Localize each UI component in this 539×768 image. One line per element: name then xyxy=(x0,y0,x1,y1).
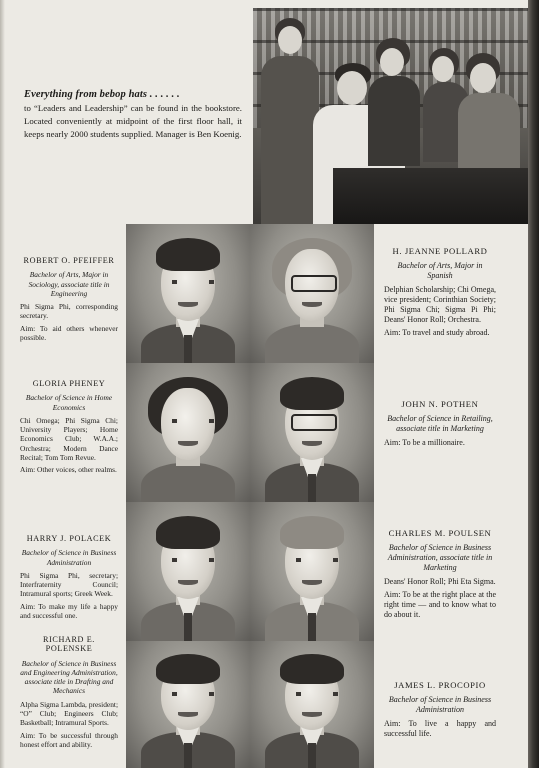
book-spine-edge xyxy=(528,0,539,768)
student-activities: Deans' Honor Roll; Phi Eta Sigma. xyxy=(384,577,496,586)
student-aim: Aim: To be at the right place at the right time — and to know what to do about it. xyxy=(384,590,496,619)
photo-caption-heading: Everything from bebop hats . . . . . . xyxy=(24,89,180,100)
portrait-polacek xyxy=(126,502,250,641)
student-activities: Chi Omega; Phi Sigma Chi; University Players; Home Economics Club; W.A.A.; Orchestra; Modern Dance Recital; Tom Tom Revue. xyxy=(20,415,118,463)
portrait-polenske xyxy=(126,641,250,768)
student-name: RICHARD E. POLENSKE xyxy=(43,635,95,654)
student-degree: Bachelor of Science in Business Administration, associate title in Marketing xyxy=(387,543,493,572)
student-degree: Bachelor of Arts, Major in Sociology, associate title in Engineering xyxy=(28,270,110,298)
student-degree: Bachelor of Science in Business and Engineering Administration, associate title in Drafting and Mechanics xyxy=(20,658,118,696)
student-degree: Bachelor of Arts, Major in Spanish xyxy=(397,261,483,280)
caption-polacek xyxy=(20,534,118,620)
portrait-poulsen xyxy=(250,502,374,641)
student-degree: Bachelor of Science in Retailing, associate title in Marketing xyxy=(387,414,493,433)
student-aim: Aim: To be a millionaire. xyxy=(384,438,465,447)
student-aim: Aim: Other voices, other realms. xyxy=(20,465,117,475)
student-aim: Aim: To travel and study abroad. xyxy=(384,328,490,337)
student-degree: Bachelor of Science in Business Administration xyxy=(21,548,117,567)
portrait-pfeiffer xyxy=(126,224,250,363)
student-aim: Aim: To be successful through honest effort and ability. xyxy=(20,730,118,749)
student-degree: Bachelor of Science in Home Economics xyxy=(25,393,113,412)
caption-pfeiffer xyxy=(20,256,118,342)
student-aim: Aim: To live a happy and successful life. xyxy=(384,719,496,738)
bookstore-counter xyxy=(333,168,528,224)
portrait-pothen xyxy=(250,363,374,502)
student-activities: Delphian Scholarship; Chi Omega, vice president; Corinthian Society; Phi Sigma Chi; Sigma Pi Phi; Deans' Honor Roll; Orchestra. xyxy=(384,285,496,324)
caption-procopio xyxy=(384,680,496,739)
portrait-procopio xyxy=(250,641,374,768)
caption-poulsen xyxy=(384,528,496,620)
student-aim: Aim: To aid others whenever possible. xyxy=(20,323,118,343)
student-name: H. JEANNE POLLARD xyxy=(392,246,488,256)
caption-pheney xyxy=(20,379,118,475)
portrait-pollard xyxy=(250,224,374,363)
portrait-pheney xyxy=(126,363,250,502)
student-name: JOHN N. POTHEN xyxy=(401,399,479,409)
page-fold-shadow xyxy=(0,0,5,768)
student-activities: Phi Sigma Phi, secretary; Interfraternity Council; Intramural sports; Greek Week. xyxy=(20,570,118,599)
caption-pothen xyxy=(384,399,496,448)
student-name: ROBERT O. PFEIFFER xyxy=(23,256,115,265)
student-degree: Bachelor of Science in Business Administration xyxy=(388,695,492,714)
caption-pollard xyxy=(384,246,496,338)
student-name: JAMES L. PROCOPIO xyxy=(394,680,486,690)
student-name: CHARLES M. POULSEN xyxy=(388,528,492,538)
student-name: GLORIA PHENEY xyxy=(32,379,106,388)
caption-polenske xyxy=(20,635,118,749)
student-aim: Aim: To make my life a happy and successful one. xyxy=(20,601,118,621)
student-name: HARRY J. POLACEK xyxy=(26,534,112,543)
bookstore-group-photo xyxy=(253,8,528,224)
student-activities: Alpha Sigma Lambda, president; “O” Club; Engineers Club; Basketball; Intramural Sports. xyxy=(20,699,118,728)
photo-caption-body: to “Leaders and Leadership” can be found in the bookstore. Located conveniently at midpoint of the first floor hall, it keeps nearly 2000 students supplied. Manager is Ben Koenig. xyxy=(24,103,242,139)
student-activities: Phi Sigma Phi, corresponding secretary. xyxy=(20,302,118,321)
